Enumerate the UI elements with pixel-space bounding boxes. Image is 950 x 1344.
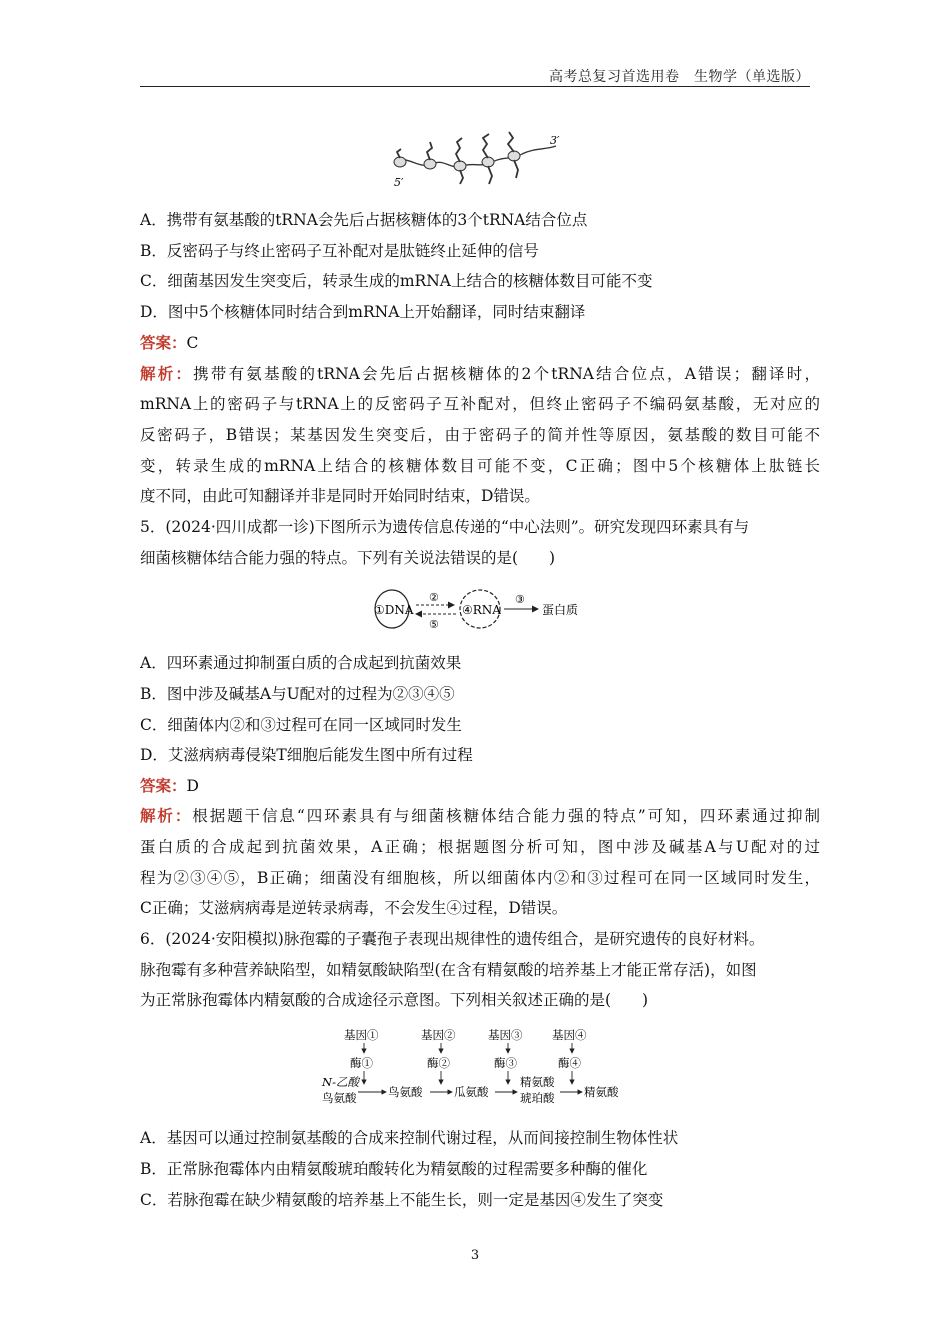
header-rule — [140, 86, 810, 87]
answer-value: C — [186, 334, 199, 352]
q5-option-d: D．艾滋病病毒侵染T细胞后能发生图中所有过程 — [140, 746, 473, 764]
gene-3-label: 基因③ — [488, 1028, 523, 1042]
answer-label: 答案： — [140, 776, 187, 795]
q4-analysis-line-4: 变，转录生成的mRNA上结合的核糖体数目可能不变，C正确；图中5个核糖体上肽链长 — [140, 457, 820, 475]
ribosome-mrna-figure — [388, 128, 578, 192]
q5-analysis-line-1: 解析：根据题干信息“四环素具有与细菌核糖体结合能力强的特点”可知，四环素通过抑制 — [140, 806, 820, 825]
q6-stem-line-2: 脉孢霉有多种营养缺陷型，如精氨酸缺陷型(在含有精氨酸的培养基上才能正常存活)，如图 — [140, 961, 757, 979]
rna-label: ④RNA — [462, 603, 501, 617]
ornithine-label: 鸟氨酸 — [388, 1085, 423, 1099]
q5-answer — [140, 776, 820, 796]
page-number: 3 — [470, 1248, 480, 1263]
q5-analysis-line-3: 程为②③④⑤，B正确；细菌没有细胞核，所以细菌体内②和③过程可在同一区域同时发生， — [140, 869, 820, 887]
answer-value: D — [186, 777, 199, 795]
enzyme-3-label: 酶③ — [494, 1056, 517, 1070]
three-prime-label: 3′ — [550, 134, 560, 147]
q6-option-a: A．基因可以通过控制氨基酸的合成来控制代谢过程，从而间接控制生物体性状 — [140, 1129, 679, 1147]
arginine-pathway-diagram — [318, 1026, 628, 1108]
q5-stem-line-1: 5．(2024·四川成都一诊)下图所示为遗传信息传递的“中心法则”。研究发现四环素具有与 — [140, 518, 750, 536]
q4-answer — [140, 333, 820, 353]
substrate-line-1: N-乙酸 — [322, 1075, 359, 1089]
page-header: 高考总复习首选用卷 生物学（单选版） — [549, 69, 810, 85]
gene-2-label: 基因② — [421, 1028, 456, 1042]
process-3-label: ③ — [515, 593, 525, 606]
enzyme-4-label: 酶④ — [558, 1056, 581, 1070]
q5-stem-line-2: 细菌核糖体结合能力强的特点。下列有关说法错误的是( ) — [140, 549, 556, 567]
gene-4-label: 基因④ — [552, 1028, 587, 1042]
argininosuccinate-line-1: 精氨酸 — [520, 1075, 555, 1089]
q4-analysis-line-1: 解析：携带有氨基酸的tRNA会先后占据核糖体的2个tRNA结合位点，A错误；翻译时， — [140, 364, 820, 383]
q4-option-d: D．图中5个核糖体同时结合到mRNA上开始翻译，同时结束翻译 — [140, 303, 586, 321]
analysis-label: 解析： — [140, 364, 194, 383]
substrate-line-2: 鸟氨酸 — [322, 1091, 357, 1105]
q5-analysis-line-2: 蛋白质的合成起到抗菌效果，A正确；根据题图分析可知，图中涉及碱基A与U配对的过 — [140, 838, 820, 856]
process-5-label: ⑤ — [429, 618, 439, 631]
citrulline-label: 瓜氨酸 — [454, 1085, 489, 1099]
q5-option-b: B．图中涉及碱基A与U配对的过程为②③④⑤ — [140, 685, 455, 703]
central-dogma-diagram — [370, 588, 590, 634]
q4-analysis-line-2: mRNA上的密码子与tRNA上的反密码子互补配对，但终止密码子不编码氨基酸，无对应的 — [140, 395, 820, 413]
gene-1-label: 基因① — [344, 1028, 379, 1042]
dna-label: ①DNA — [374, 603, 414, 617]
q5-option-c: C．细菌体内②和③过程可在同一区域同时发生 — [140, 716, 462, 734]
q4-option-b: B．反密码子与终止密码子互补配对是肽链终止延伸的信号 — [140, 242, 539, 260]
process-2-label: ② — [429, 591, 439, 604]
analysis-label: 解析： — [140, 806, 193, 825]
arginine-label: 精氨酸 — [584, 1085, 619, 1099]
q6-option-c: C．若脉孢霉在缺少精氨酸的培养基上不能生长，则一定是基因④发生了突变 — [140, 1191, 664, 1209]
q6-option-b: B．正常脉孢霉体内由精氨酸琥珀酸转化为精氨酸的过程需要多种酶的催化 — [140, 1160, 648, 1178]
mrna-strand — [394, 146, 556, 167]
q4-analysis-line-5: 度不同，由此可知翻译并非是同时开始同时结束，D错误。 — [140, 487, 540, 505]
q5-option-a: A．四环素通过抑制蛋白质的合成起到抗菌效果 — [140, 654, 462, 672]
q6-stem-line-1: 6．(2024·安阳模拟)脉孢霉的子囊孢子表现出规律性的遗传组合，是研究遗传的良好材料。 — [140, 930, 765, 948]
enzyme-1-label: 酶① — [350, 1056, 373, 1070]
q5-analysis-line-4: C正确；艾滋病病毒是逆转录病毒，不会发生④过程，D错误。 — [140, 899, 568, 917]
q4-analysis-line-3: 反密码子，B错误；某基因发生突变后，由于密码子的简并性等原因，氨基酸的数目可能不 — [140, 426, 820, 444]
q4-option-c: C．细菌基因发生突变后，转录生成的mRNA上结合的核糖体数目可能不变 — [140, 272, 653, 290]
five-prime-label: 5′ — [394, 176, 404, 189]
q6-stem-line-3: 为正常脉孢霉体内精氨酸的合成途径示意图。下列相关叙述正确的是( ) — [140, 991, 649, 1009]
enzyme-2-label: 酶② — [427, 1056, 450, 1070]
answer-label: 答案： — [140, 333, 187, 352]
argininosuccinate-line-2: 琥珀酸 — [520, 1091, 555, 1105]
peptide-chain-icon — [397, 132, 518, 184]
protein-label: 蛋白质 — [542, 603, 579, 617]
q4-option-a: A．携带有氨基酸的tRNA会先后占据核糖体的3个tRNA结合位点 — [140, 211, 588, 229]
